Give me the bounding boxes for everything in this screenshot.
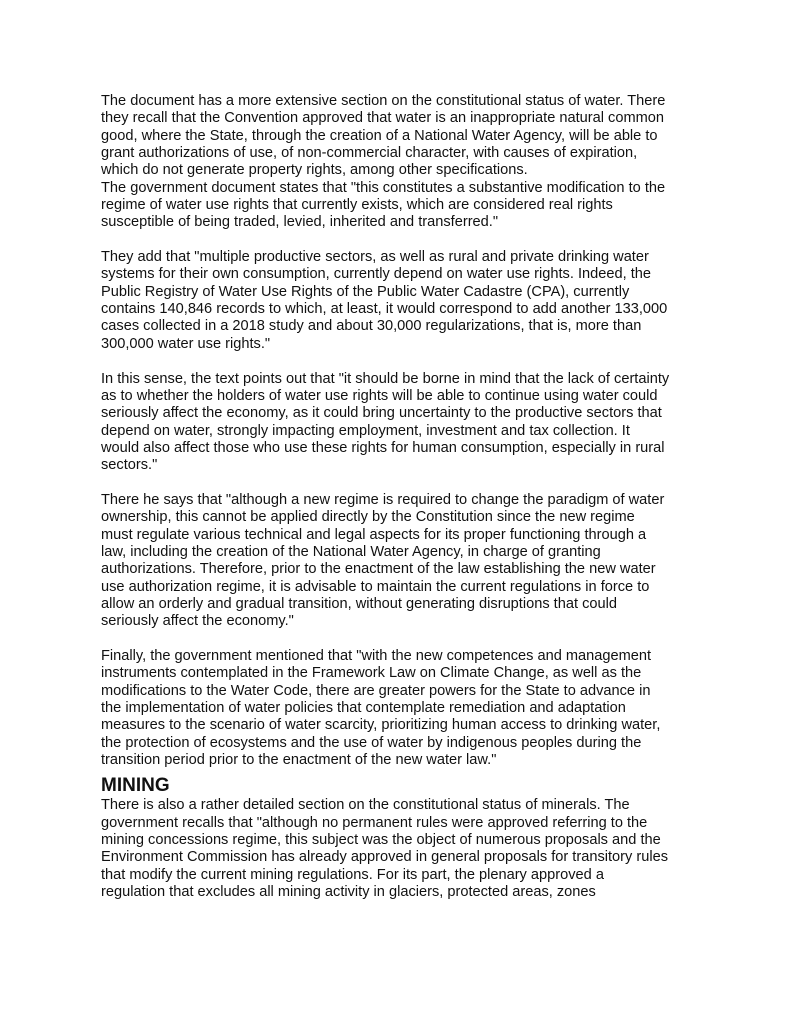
paragraph-text: The government document states that "this constitutes a substantive modification to the regime of water use rights that currently exists, which are considered real rights susceptible of being traded, levied, inherited and transferred.": [101, 179, 666, 231]
paragraph-text: The document has a more extensive section on the constitutional status of water. There they recall that the Convention approved that water is an inappropriate natural common good, where the State, through the creation of a National Water Agency, will be able to grant authorizations of use, of non-commercial character, with causes of expiration, which do not generate property rights, among other specifications.: [101, 93, 666, 179]
paragraph-text: Finally, the government mentioned that "with the new competences and management instruments contemplated in the Framework Law on Climate Change, as well as the modifications to the Water Code, there are greater powers for the State to advance in the implementation of water policies that contemplate remediation and adaptation measures to the scenario of water scarcity, prioritizing human access to drinking water, the protection of ecosystems and the use of water by indigenous peoples during the transition period prior to the enactment of the new water law.": [101, 648, 661, 769]
section-heading-mining: MINING: [101, 775, 170, 797]
paragraph-water-status: [101, 93, 711, 180]
paragraph-government-statement: [101, 180, 711, 232]
paragraph-text: They add that "multiple productive sectors, as well as rural and private drinking water systems for their own consumption, currently depend on water use rights. Indeed, the Public Registry of Water Use Rights of the Public Water Cadastre (CPA), currently contains 140,846 records to which, at least, it would correspond to add another 133,000 cases collected in a 2018 study and about 30,000 regularizations, that is, more than 300,000 water use rights.": [101, 249, 668, 352]
paragraph-uncertainty: [101, 371, 711, 475]
paragraph-new-regime: [101, 492, 711, 631]
document-page: [101, 93, 711, 901]
paragraph-text: In this sense, the text points out that "it should be borne in mind that the lack of certainty as to whether the holders of water use rights will be able to continue using water could seriously affect the economy, as it could bring uncertainty to the productive sectors that depend on water, strongly impacting employment, investment and tax collection. It would also affect those who use these rights for human consumption, especially in rural sectors.": [101, 370, 670, 474]
paragraph-text: There he says that "although a new regime is required to change the paradigm of water ownership, this cannot be applied directly by the Constitution since the new regime must regulate various technical and legal aspects for its proper functioning through a law, including the creation of the National Water Agency, in charge of granting authorizations. Therefore, prior to the enactment of the law establishing the new water use authorization regime, it is advisable to maintain the current regulations in force to allow an orderly and gradual transition, without generating disruptions that could seriously affect the economy.": [101, 491, 665, 630]
paragraph-mining: [101, 797, 711, 901]
paragraph-climate-law: [101, 648, 711, 769]
paragraph-text: There is also a rather detailed section on the constitutional status of minerals. The government recalls that "although no permanent rules were approved referring to the mining concessions regime, this subject was the object of numerous proposals and the Environment Commission has already approved in general proposals for transitory rules that modify the current mining regulations. For its part, the plenary approved a regulation that excludes all mining activity in glaciers, protected areas, zones: [101, 797, 668, 901]
paragraph-productive-sectors: [101, 249, 711, 353]
